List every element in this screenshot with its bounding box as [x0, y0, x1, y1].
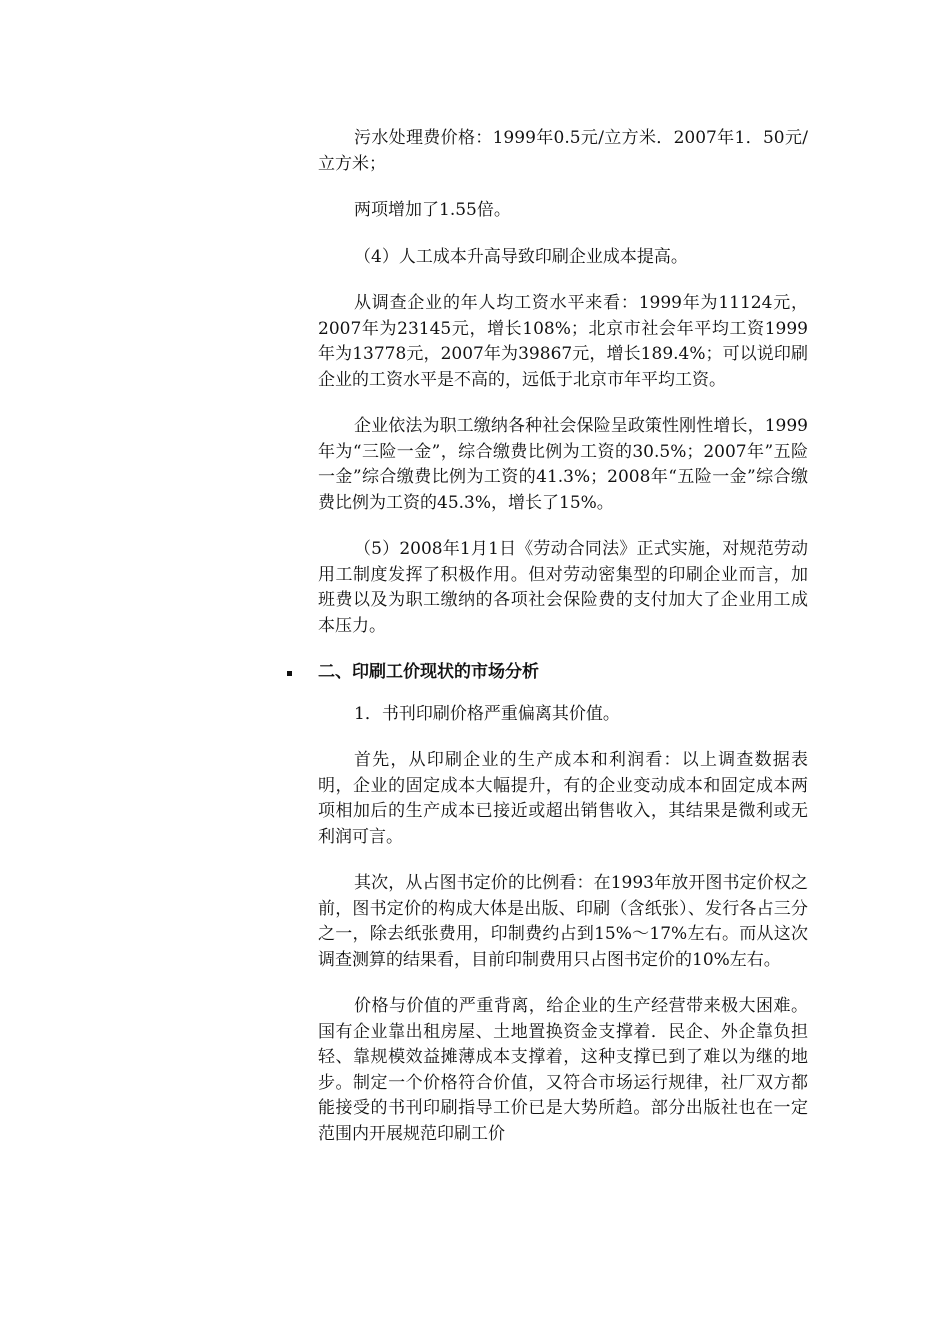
- paragraph-wage-level: 从调查企业的年人均工资水平来看：1999年为11124元，2007年为23145元，增长108%；北京市社会年平均工资1999年为13778元，2007年为39867元，增长189.4%；可以说印刷企业的工资水平是不高的，远低于北京市年平均工资。: [318, 293, 808, 390]
- document-body: [318, 126, 808, 1168]
- paragraph-social-insurance: 企业依法为职工缴纳各种社会保险呈政策性刚性增长，1999年为“三险一金”，综合缴费比例为工资的30.5%；2007年”五险一金”综合缴费比例为工资的41.3%；2008年“五险一金”综合缴费比例为工资的45.3%，增长了15%。: [318, 416, 808, 513]
- section-heading-text: 二、印刷工价现状的市场分析: [318, 662, 539, 682]
- paragraph-labor-cost-title: （4）人工成本升高导致印刷企业成本提高。: [354, 246, 688, 267]
- paragraph-cost-profit: 首先，从印刷企业的生产成本和利润看：以上调查数据表明，企业的固定成本大幅提升，有的企业变动成本和固定成本两项相加后的生产成本已接近或超出销售收入，其结果是微利或无利润可言。: [318, 750, 808, 847]
- paragraph-price-value: 价格与价值的严重背离，给企业的生产经营带来极大困难。国有企业靠出租房屋、土地置换资金支撑着．民企、外企靠负担轻、靠规模效益摊薄成本支撑着，这种支撑已到了难以为继的地步。制定一个价格符合价值，又符合市场运行规律，社厂双方都能接受的书刊印刷指导工价已是大势所趋。部分出版社也在一定范围内开展规范印刷工价: [318, 996, 808, 1144]
- paragraph-sewage-fee: 污水处理费价格：1999年0.5元/立方米．2007年1．50元/立方米；: [318, 128, 808, 174]
- paragraph-increase: 两项增加了1.55倍。: [354, 200, 511, 220]
- paragraph-price-deviation: 1．书刊印刷价格严重偏离其价值。: [354, 703, 620, 724]
- square-bullet-icon: [287, 671, 292, 676]
- paragraph-labor-contract-law: （5）2008年1月1日《劳动合同法》正式实施，对规范劳动用工制度发挥了积极作用。但对劳动密集型的印刷企业而言，加班费以及为职工缴纳的各项社会保险费的支付加大了企业用工成本压力。: [318, 539, 808, 636]
- paragraph-book-price-ratio: 其次，从占图书定价的比例看：在1993年放开图书定价权之前，图书定价的构成大体是出版、印刷（含纸张）、发行各占三分之一，除去纸张费用，印制费约占到15%～17%左右。而从这次调查测算的结果看，目前印制费用只占图书定价的10%左右。: [318, 873, 808, 970]
- section-heading: [318, 660, 808, 686]
